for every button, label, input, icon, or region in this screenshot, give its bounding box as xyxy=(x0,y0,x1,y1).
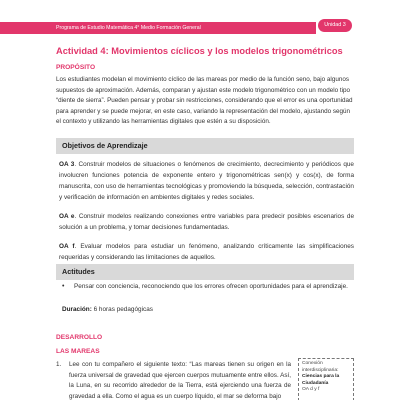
oa-code: OA 3 xyxy=(59,161,75,168)
oa-code: OA f xyxy=(59,243,75,250)
oa-item-3 xyxy=(59,159,354,203)
mareas-label: LAS MAREAS xyxy=(56,348,100,355)
duration xyxy=(62,306,153,313)
desarrollo-label: DESARROLLO xyxy=(56,334,103,341)
item-text: Lee con tu compañero el siguiente texto: “Las mareas tienen su origen en la fuerza universal de gravedad que ejercen cuerpos mutuamente entre ellos. Así, la Luna, en su recorrido alrededor de la Tierra, está ejerciendo una fuerza de gravedad a ella. Como el agua es un cuerpo líquido, el mar se deforma bajo xyxy=(69,361,291,400)
oa-text: . Construir modelos realizando conexiones entre variables para predecir posibles escenarios de solución a un problema, y tomar decisiones fundamentadas. xyxy=(59,213,354,231)
bullet-icon: • xyxy=(62,283,65,290)
actitud-item: Pensar con conciencia, reconociendo que los errores ofrecen oportunidades para el aprendizaje. xyxy=(74,283,348,290)
page-header xyxy=(0,0,400,36)
duration-value: 6 horas pedagógicas xyxy=(91,306,153,313)
side-line-2: interdisciplinaria: xyxy=(302,367,339,373)
proposito-label: PROPÓSITO xyxy=(56,64,96,71)
item-number: 1. xyxy=(56,361,62,368)
oa-item-f xyxy=(59,241,354,263)
oa-item-e xyxy=(59,211,354,233)
activity-title: Actividad 4: Movimientos cíclicos y los modelos trigonométricos xyxy=(56,46,343,56)
objetivos-heading-box xyxy=(56,138,354,154)
objetivos-heading: Objetivos de Aprendizaje xyxy=(62,141,148,150)
interdisciplinary-box xyxy=(298,358,354,400)
oa-text: . Construir modelos de situaciones o fenómenos de crecimiento, decrecimiento y periódicos que involucren funciones potencia de exponente entero y trigonométricas sen(x) y cos(x), de forma manuscrita, con uso de herramientas tecnológicas y promoviendo la búsqueda, selección, contrastación y verificación de información en ambientes digitales y redes sociales. xyxy=(59,161,354,201)
side-line-1: Conexión xyxy=(302,361,323,366)
actitudes-heading: Actitudes xyxy=(62,267,95,276)
actitudes-heading-box xyxy=(56,264,354,280)
side-line-4: Ciudadanía xyxy=(302,380,329,386)
proposito-text: Los estudiantes modelan el movimiento cíclico de las mareas por medio de la función seno, bajo algunos supuestos de aproximación. Además, comparan y ajustan este modelo trigonométrico con un modelo tipo “diente de sierra”. Pueden pensar y probar sin restricciones, considerando que el error es una oportunidad para aprender y se puede mejorar, en este caso, variando la representación del modelo, ajustando según el contexto y utilizando las herramientas digitales que estén a su disposición. xyxy=(56,76,353,126)
side-line-5: OA d y f xyxy=(302,387,320,392)
duration-label: Duración: xyxy=(62,306,92,313)
oa-code: OA e xyxy=(59,213,75,220)
program-title: Programa de Estudio Matemática 4° Medio Formación General xyxy=(56,25,201,31)
side-line-3: Ciencias para la xyxy=(302,374,340,379)
unit-badge: Unidad 3 xyxy=(318,19,352,32)
oa-text: . Evaluar modelos para estudiar un fenómeno, analizando críticamente las simplificaciones requeridas y considerando las limitaciones de aquellos. xyxy=(59,243,355,261)
